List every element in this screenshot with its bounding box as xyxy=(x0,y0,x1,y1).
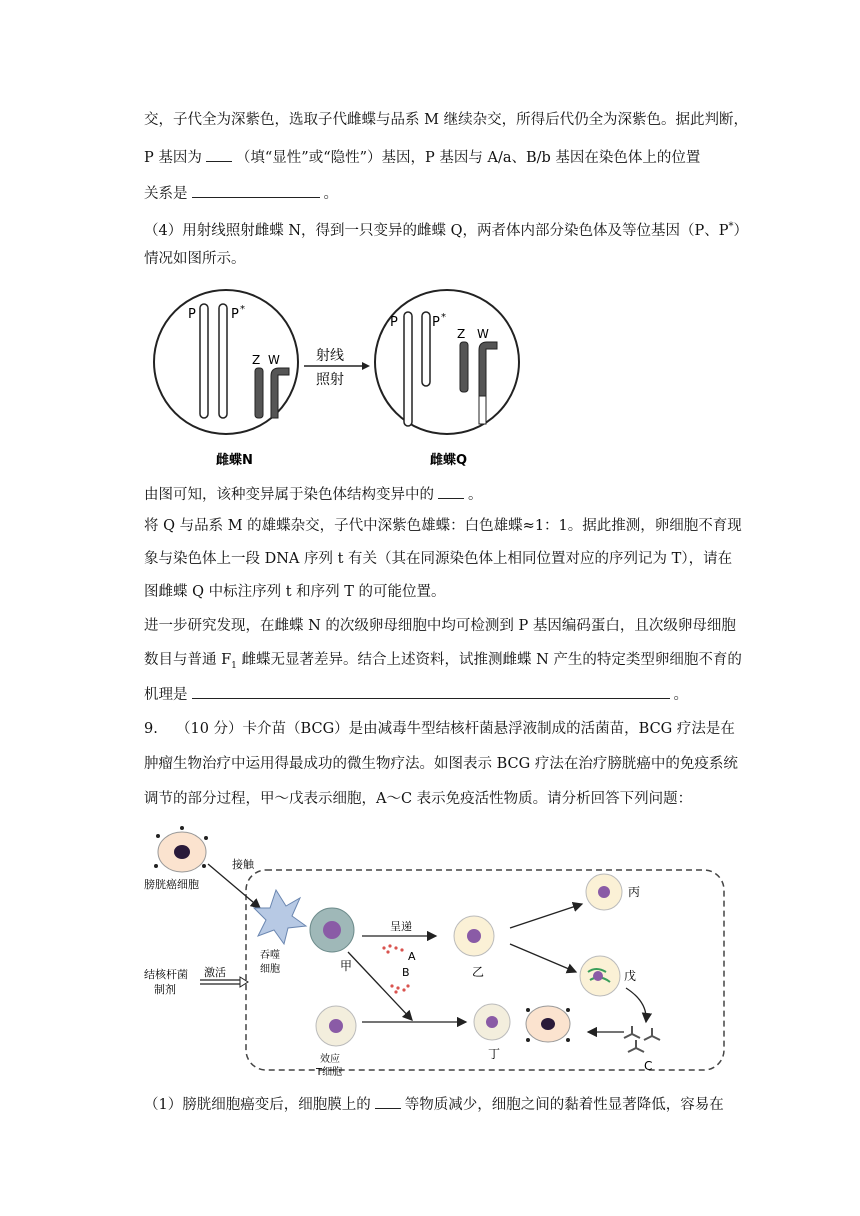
para2-line6-b: 雌蝶无显著差异。结合上述资料，试推测雌蝶 N 产生的特定类型卵细胞不育的 xyxy=(236,652,742,668)
q9-line1 xyxy=(144,719,735,739)
w-label-n: W xyxy=(268,353,280,367)
answer-blank xyxy=(438,484,464,499)
q9-number: 9. xyxy=(144,721,158,737)
q9-1-line xyxy=(144,1094,724,1115)
answer-blank xyxy=(192,684,670,699)
bladder-cancer-cell xyxy=(154,826,208,872)
substance-a-dots xyxy=(382,944,403,953)
chromosome-pstar-n xyxy=(219,304,227,418)
q9-1-b: 等物质减少，细胞之间的黏着性显著降低，容易在 xyxy=(404,1097,724,1113)
antibody-c xyxy=(624,1026,660,1052)
z-label-n: Z xyxy=(252,353,261,367)
star-q: * xyxy=(441,312,446,323)
chromosome-pstar-q xyxy=(422,312,430,386)
para1-line2-a: P 基因为 xyxy=(144,150,202,166)
cancer-cell-label: 膀胱癌细胞 xyxy=(144,878,199,891)
pstar-label-q: P xyxy=(432,315,440,330)
f1-subscript: 1 xyxy=(231,660,237,671)
bing-label: 丙 xyxy=(628,885,641,899)
c-label: C xyxy=(644,1059,653,1073)
q4-line2: 情况如图所示。 xyxy=(144,251,246,267)
chromosome-w-q-fragment xyxy=(479,396,486,424)
target-cancer-cell xyxy=(526,1006,570,1042)
q4-line1 xyxy=(144,217,748,241)
chromosome-z-n xyxy=(255,368,263,418)
para1-line3-b: 。 xyxy=(323,186,338,202)
effector-label-1: 效应 xyxy=(320,1054,340,1065)
tb-label-1: 结核杆菌 xyxy=(144,968,188,981)
a-label: A xyxy=(408,950,416,963)
para2-line4: 图雌蝶 Q 中标注序列 t 和序列 T 的可能位置。 xyxy=(144,584,446,600)
yi-label: 乙 xyxy=(472,965,485,979)
q9-line1-text: （10 分）卡介苗（BCG）是由减毒牛型结核杆菌悬浮液制成的活菌苗，BCG 疗法是在 xyxy=(176,721,735,737)
chromosome-p-n xyxy=(200,304,208,418)
arrow-text-1: 射线 xyxy=(316,348,344,364)
q9-line2: 肿瘤生物治疗中运用得最成功的微生物疗法。如图表示 BCG 疗法在治疗膀胱癌中的免疫系统 xyxy=(144,756,738,772)
caption-q: 雌蝶Q xyxy=(430,453,468,468)
q4-star: * xyxy=(728,221,734,232)
para2-line6 xyxy=(144,650,742,676)
answer-blank xyxy=(192,183,320,198)
caption-n: 雌蝶N xyxy=(216,453,253,468)
q9-1-a: （1）膀胱细胞癌变后，细胞膜上的 xyxy=(144,1097,371,1113)
answer-blank xyxy=(206,147,232,162)
para2-line7-b: 。 xyxy=(673,687,688,703)
para1-line2-b: （填“显性”或“隐性”）基因，P 基因与 A/a、B/b 基因在染色体上的位置 xyxy=(235,150,701,166)
para2-line7-a: 机理是 xyxy=(144,687,188,703)
jia-label: 甲 xyxy=(340,959,353,973)
chromosome-z-q xyxy=(460,342,468,392)
q4-line1-end: ） xyxy=(733,222,749,239)
para1-line3-a: 关系是 xyxy=(144,186,188,202)
immune-frame xyxy=(246,870,724,1070)
para1-line2 xyxy=(144,147,700,168)
substance-b-dots xyxy=(390,984,409,993)
wu-label: 戊 xyxy=(624,969,637,983)
star-n: * xyxy=(240,304,245,315)
ding-label: 丁 xyxy=(488,1047,501,1061)
chromosome-w-q xyxy=(479,342,497,396)
phagocyte xyxy=(254,890,306,944)
q4-line1-text: （4）用射线照射雌蝶 N，得到一只变异的雌蝶 Q，两者体内部分染色体及等位基因（P、P xyxy=(144,222,729,239)
para2-line6-a: 数目与普通 F xyxy=(144,652,232,668)
w-label-q: W xyxy=(477,327,489,341)
pstar-label-n: P xyxy=(231,307,239,322)
cell-q-circle xyxy=(375,290,519,434)
phagocyte-label-2: 细胞 xyxy=(260,964,280,975)
effector-label-2: T细胞 xyxy=(316,1067,343,1076)
para2-line1-b: 。 xyxy=(468,487,483,503)
p-label-q: P xyxy=(390,315,398,330)
immune-diagram xyxy=(136,826,732,1076)
chromosome-p-q xyxy=(404,312,412,426)
b-label: B xyxy=(402,966,410,979)
answer-blank xyxy=(375,1094,401,1109)
para2-line7 xyxy=(144,684,688,705)
chromosome-figure xyxy=(140,288,540,478)
p-label-n: P xyxy=(188,307,196,322)
phagocyte-label-1: 吞噬 xyxy=(260,950,280,961)
para2-line5: 进一步研究发现，在雌蝶 N 的次级卵母细胞中均可检测到 P 基因编码蛋白，且次级卵母细胞 xyxy=(144,618,736,634)
arrow-text-2: 照射 xyxy=(316,372,344,388)
contact-label: 接触 xyxy=(232,858,254,871)
q9-line3: 调节的部分过程，甲～戊表示细胞，A～C 表示免疫活性物质。请分析回答下列问题： xyxy=(144,791,693,807)
para2-line2: 将 Q 与品系 M 的雄蝶杂交，子代中深紫色雄蝶：白色雄蝶≈1：1。据此推测，卵细胞不育现 xyxy=(144,518,742,534)
para2-line3: 象与染色体上一段 DNA 序列 t 有关（其在同源染色体上相同位置对应的序列记为 T），请在 xyxy=(144,551,733,567)
para2-line1 xyxy=(144,484,483,505)
z-label-q: Z xyxy=(457,327,466,341)
para1-line3 xyxy=(144,183,338,204)
para2-line1-a: 由图可知，该种变异属于染色体结构变异中的 xyxy=(144,487,434,503)
tb-label-2: 制剂 xyxy=(154,983,176,996)
present-label: 呈递 xyxy=(390,920,412,933)
activate-label: 激活 xyxy=(204,966,226,979)
para1-line1: 交，子代全为深紫色，选取子代雌蝶与品系 M 继续杂交，所得后代仍全为深紫色。据此判断， xyxy=(144,112,749,128)
